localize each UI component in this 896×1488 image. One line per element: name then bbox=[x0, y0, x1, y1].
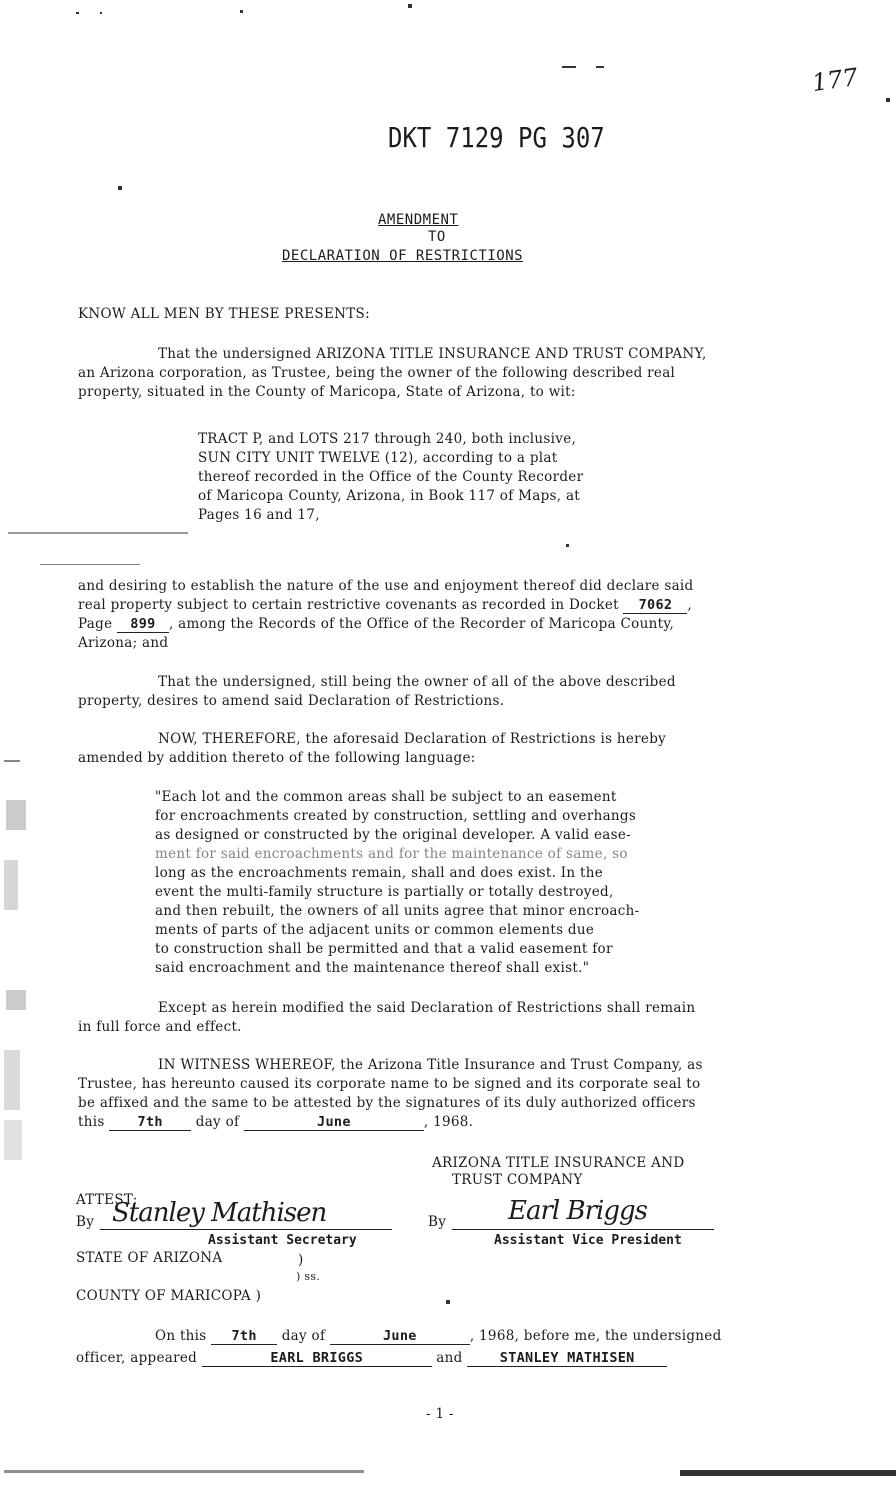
date-year: , 1968. bbox=[423, 1114, 474, 1130]
para6-line1: IN WITNESS WHEREOF, the Arizona Title Insurance and Trust Company, as bbox=[158, 1057, 703, 1073]
para2-line3 bbox=[78, 616, 674, 633]
date-pre: this bbox=[78, 1114, 105, 1130]
page-label: Page bbox=[78, 616, 113, 632]
company-name-line2: TRUST COMPANY bbox=[452, 1172, 583, 1188]
quote-line7: and then rebuilt, the owners of all units agree that minor encroach- bbox=[155, 903, 640, 919]
on-this: On this bbox=[155, 1328, 207, 1344]
quote-line3: as designed or constructed by the original developer. A valid ease- bbox=[155, 827, 632, 843]
docket-stamp: DKT 7129 PG 307 bbox=[388, 121, 605, 155]
secretary-signature-line bbox=[100, 1229, 392, 1230]
legal-desc-line5: Pages 16 and 17, bbox=[198, 507, 320, 523]
secretary-signature: Stanley Mathisen bbox=[112, 1198, 327, 1228]
notary-rest: , 1968, before me, the undersigned bbox=[469, 1328, 722, 1344]
doc-title-line2: TO bbox=[428, 229, 446, 245]
docket-number: 7062 bbox=[623, 597, 687, 614]
opening-line: KNOW ALL MEN BY THESE PRESENTS: bbox=[78, 306, 370, 322]
quote-line6: event the multi-family structure is partially or totally destroyed, bbox=[155, 884, 614, 900]
handwritten-page-number: 177 bbox=[810, 62, 860, 98]
para6-line3: be affixed and the same to be attested by the signatures of its duly authorized officers bbox=[78, 1095, 696, 1111]
quote-line4: ment for said encroachments and for the maintenance of same, so bbox=[155, 846, 628, 862]
by-label-right: By bbox=[428, 1214, 447, 1230]
notary-line1 bbox=[155, 1328, 722, 1345]
legal-desc-line4: of Maricopa County, Arizona, in Book 117 of Maps, at bbox=[198, 488, 581, 504]
day-of: day of bbox=[281, 1328, 326, 1344]
by-label-left: By bbox=[76, 1214, 95, 1230]
notary-state-paren: ) bbox=[298, 1252, 304, 1268]
legal-desc-line1: TRACT P, and LOTS 217 through 240, both inclusive, bbox=[198, 431, 577, 447]
notary-county: COUNTY OF MARICOPA ) bbox=[76, 1288, 262, 1304]
legal-desc-line3: thereof recorded in the Office of the County Recorder bbox=[198, 469, 584, 485]
para4-line1: NOW, THEREFORE, the aforesaid Declaration of Restrictions is hereby bbox=[158, 731, 667, 747]
doc-title-line1: AMENDMENT bbox=[378, 212, 459, 228]
date-line bbox=[78, 1114, 473, 1131]
para2-line1: and desiring to establish the nature of the use and enjoyment thereof did declare said bbox=[78, 578, 694, 594]
quote-line5: long as the encroachments remain, shall and does exist. In the bbox=[155, 865, 604, 881]
para5-line1: Except as herein modified the said Declaration of Restrictions shall remain bbox=[158, 1000, 696, 1016]
page-number: - 1 - bbox=[426, 1406, 454, 1422]
para1-line2: an Arizona corporation, as Trustee, being the owner of the following described real bbox=[78, 365, 676, 381]
officer-appeared: officer, appeared bbox=[76, 1350, 198, 1366]
notary-line2 bbox=[76, 1350, 667, 1367]
notary-name2: STANLEY MATHISEN bbox=[467, 1350, 667, 1367]
notary-ss: ) ss. bbox=[296, 1270, 321, 1283]
notary-day: 7th bbox=[211, 1328, 277, 1345]
secretary-title: Assistant Secretary bbox=[208, 1233, 357, 1248]
para6-line2: Trustee, has hereunto caused its corporate name to be signed and its corporate seal to bbox=[78, 1076, 701, 1092]
para5-line2: in full force and effect. bbox=[78, 1019, 242, 1035]
date-mid: day of bbox=[195, 1114, 240, 1130]
company-name-line1: ARIZONA TITLE INSURANCE AND bbox=[432, 1155, 685, 1171]
notary-month: June bbox=[330, 1328, 470, 1345]
para2-line2: real property subject to certain restrictive covenants as recorded in Docket 7062 , bbox=[78, 597, 693, 613]
quote-line8: ments of parts of the adjacent units or common elements due bbox=[155, 922, 595, 938]
attest-label: ATTEST: bbox=[76, 1192, 138, 1208]
para2-line2-text: real property subject to certain restrictive covenants as recorded in Docket bbox=[78, 597, 619, 613]
notary-state: STATE OF ARIZONA bbox=[76, 1250, 223, 1266]
notary-and: and bbox=[436, 1350, 463, 1366]
notary-name1: EARL BRIGGS bbox=[202, 1350, 432, 1367]
quote-line10: said encroachment and the maintenance thereof shall exist." bbox=[155, 960, 590, 976]
para1-line1: That the undersigned ARIZONA TITLE INSURANCE AND TRUST COMPANY, bbox=[158, 346, 707, 362]
para2-line3-text: , among the Records of the Office of the Recorder of Maricopa County, bbox=[168, 616, 675, 632]
para3-line2: property, desires to amend said Declaration of Restrictions. bbox=[78, 693, 505, 709]
para4-line2: amended by addition thereto of the following language: bbox=[78, 750, 476, 766]
quote-line9: to construction shall be permitted and that a valid easement for bbox=[155, 941, 613, 957]
para2-line4: Arizona; and bbox=[78, 635, 169, 651]
para3-line1: That the undersigned, still being the owner of all of the above described bbox=[158, 674, 676, 690]
vp-title: Assistant Vice President bbox=[494, 1233, 682, 1248]
quote-line2: for encroachments created by construction, settling and overhangs bbox=[155, 808, 637, 824]
doc-title-line3: DECLARATION OF RESTRICTIONS bbox=[282, 248, 524, 264]
vp-signature-line bbox=[452, 1229, 714, 1230]
date-day: 7th bbox=[109, 1114, 191, 1131]
page-number: 899 bbox=[117, 616, 169, 633]
vp-signature: Earl Briggs bbox=[508, 1196, 647, 1226]
date-month: June bbox=[244, 1114, 424, 1131]
para1-line3: property, situated in the County of Maricopa, State of Arizona, to wit: bbox=[78, 384, 576, 400]
legal-desc-line2: SUN CITY UNIT TWELVE (12), according to a plat bbox=[198, 450, 558, 466]
quote-line1: "Each lot and the common areas shall be subject to an easement bbox=[155, 789, 617, 805]
